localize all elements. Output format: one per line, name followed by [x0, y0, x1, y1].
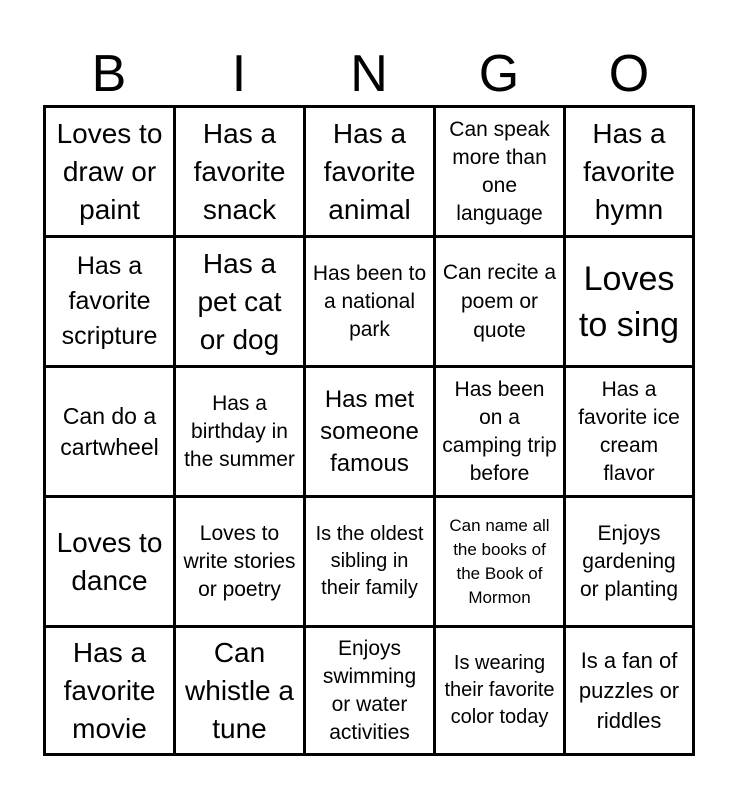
bingo-cell-text: Has a favorite hymn	[583, 117, 675, 225]
header-letter-o: O	[608, 45, 650, 103]
bingo-cell-text: Has a pet cat or dog	[197, 247, 282, 355]
bingo-cell-text: Loves to dance	[56, 526, 163, 596]
bingo-header	[44, 44, 694, 104]
bingo-cell[interactable]	[46, 238, 173, 365]
bingo-cell[interactable]	[46, 628, 173, 753]
bingo-cell-text: Can name all the books of the Book of Mormon	[449, 515, 550, 607]
bingo-cell[interactable]	[306, 498, 433, 625]
bingo-cell[interactable]	[436, 498, 563, 625]
bingo-cell-text: Has a favorite movie	[63, 636, 156, 744]
bingo-cell[interactable]	[566, 628, 692, 753]
bingo-cell-text: Has a favorite scripture	[61, 252, 158, 350]
header-letter-b: B	[91, 45, 127, 103]
bingo-cell[interactable]	[176, 498, 303, 625]
bingo-cell[interactable]	[46, 368, 173, 495]
bingo-cell-text: Has been on a camping trip before	[442, 377, 557, 485]
bingo-cell-text: Loves to draw or paint	[56, 117, 163, 225]
bingo-cell-text: Loves to sing	[578, 259, 680, 344]
bingo-cell-text: Can speak more than one language	[449, 117, 550, 225]
bingo-cell[interactable]	[566, 238, 692, 365]
bingo-cell-text: Has a favorite ice cream flavor	[578, 377, 680, 485]
header-letter-i: I	[231, 45, 247, 103]
header-letter-g: G	[478, 45, 520, 103]
bingo-cell-text: Is wearing their favorite color today	[444, 652, 555, 728]
bingo-board	[43, 105, 695, 756]
bingo-cell[interactable]	[436, 238, 563, 365]
bingo-cell[interactable]	[176, 628, 303, 753]
bingo-cell[interactable]	[306, 108, 433, 235]
bingo-cell[interactable]	[436, 108, 563, 235]
bingo-cell[interactable]	[306, 628, 433, 753]
bingo-cell[interactable]	[436, 628, 563, 753]
header-letter-n: N	[350, 45, 388, 103]
bingo-cell[interactable]	[566, 108, 692, 235]
bingo-cell-text: Enjoys swimming or water activities	[322, 636, 417, 744]
bingo-cell-text: Can recite a poem or quote	[442, 261, 557, 342]
bingo-cell[interactable]	[46, 108, 173, 235]
bingo-cell-text: Has met someone famous	[320, 385, 419, 477]
bingo-cell-text: Has a favorite snack	[193, 117, 286, 225]
bingo-cell-text: Has a favorite animal	[323, 117, 416, 225]
bingo-cell-text: Has been to a national park	[312, 261, 427, 341]
bingo-cell-text: Is the oldest sibling in their family	[315, 523, 424, 599]
bingo-cell[interactable]	[436, 368, 563, 495]
bingo-cell[interactable]	[176, 108, 303, 235]
bingo-cell[interactable]	[46, 498, 173, 625]
bingo-cell[interactable]	[306, 238, 433, 365]
bingo-cell[interactable]	[566, 498, 692, 625]
bingo-cell-text: Can whistle a tune	[185, 636, 294, 744]
bingo-cell-text: Enjoys gardening or planting	[579, 521, 679, 601]
bingo-cell-text: Can do a cartwheel	[60, 402, 159, 460]
bingo-cell[interactable]	[306, 368, 433, 495]
bingo-cell[interactable]	[566, 368, 692, 495]
bingo-cell[interactable]	[176, 368, 303, 495]
bingo-cell-text: Has a birthday in the summer	[184, 391, 295, 471]
bingo-cell-text: Is a fan of puzzles or riddles	[578, 647, 680, 733]
bingo-cell[interactable]	[176, 238, 303, 365]
bingo-cell-text: Loves to write stories or poetry	[183, 521, 296, 601]
